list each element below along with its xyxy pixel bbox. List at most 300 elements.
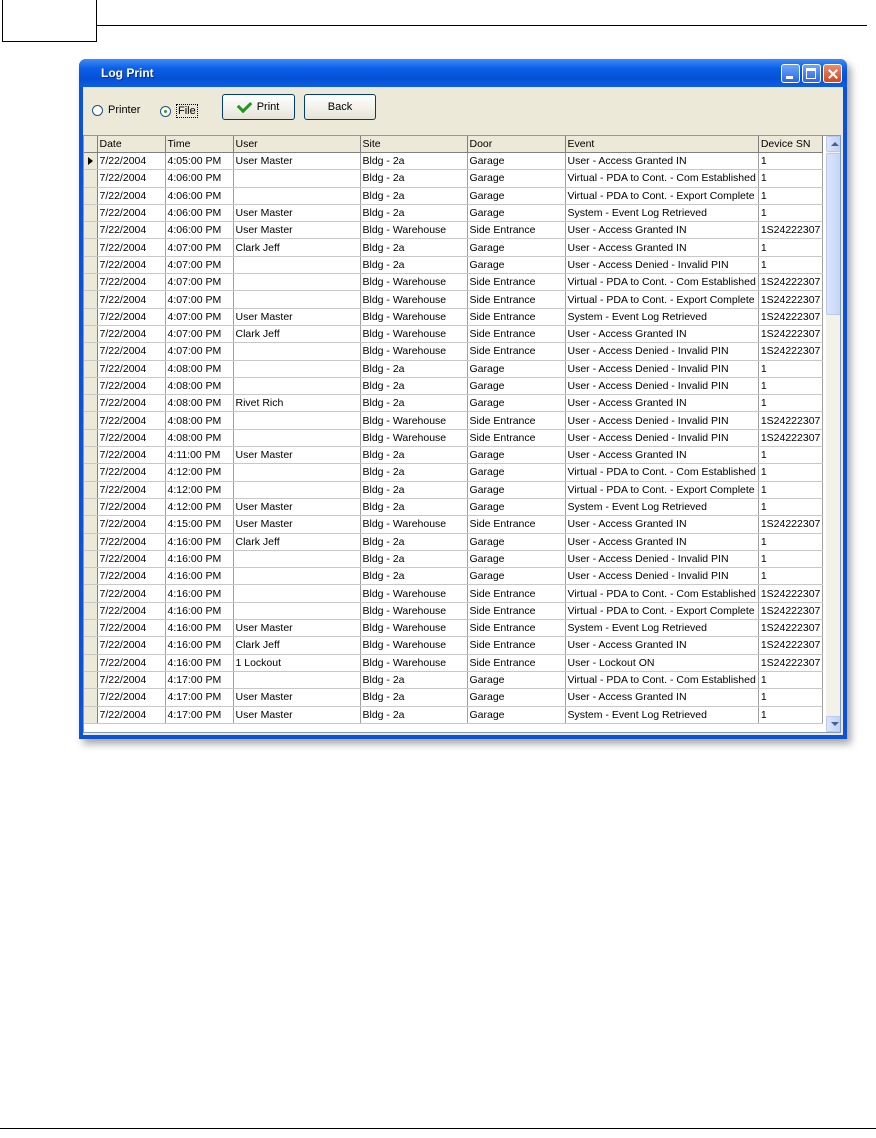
page-header-tab	[2, 0, 97, 42]
cell-time: 4:06:00 PM	[165, 170, 233, 187]
cell-time: 4:16:00 PM	[165, 620, 233, 637]
table-row[interactable]	[84, 550, 823, 567]
cell-site: Bldg - 2a	[360, 498, 467, 515]
cell-time: 4:16:00 PM	[165, 585, 233, 602]
cell-door: Garage	[467, 187, 565, 204]
row-selector[interactable]	[84, 481, 97, 498]
cell-time: 4:12:00 PM	[165, 498, 233, 515]
cell-date: 7/22/2004	[97, 170, 165, 187]
table-row[interactable]	[84, 620, 823, 637]
cell-site: Bldg - Warehouse	[360, 654, 467, 671]
row-selector[interactable]	[84, 377, 97, 394]
cell-time: 4:07:00 PM	[165, 239, 233, 256]
cell-event: User - Access Granted IN	[565, 395, 758, 412]
cell-door: Side Entrance	[467, 412, 565, 429]
cell-time: 4:07:00 PM	[165, 325, 233, 342]
cell-event: User - Access Granted IN	[565, 222, 758, 239]
table-row[interactable]	[84, 360, 823, 377]
cell-user: User Master	[233, 516, 360, 533]
cell-date: 7/22/2004	[97, 447, 165, 464]
cell-time: 4:17:00 PM	[165, 671, 233, 688]
file-radio-button[interactable]	[160, 106, 171, 117]
cell-device-sn: 1	[758, 187, 823, 204]
scroll-thumb[interactable]	[826, 153, 841, 315]
row-selector[interactable]	[84, 204, 97, 221]
cell-door: Side Entrance	[467, 654, 565, 671]
cell-time: 4:08:00 PM	[165, 429, 233, 446]
cell-site: Bldg - Warehouse	[360, 585, 467, 602]
cell-door: Garage	[467, 447, 565, 464]
cell-time: 4:16:00 PM	[165, 533, 233, 550]
row-selector[interactable]	[84, 706, 97, 723]
cell-date: 7/22/2004	[97, 602, 165, 619]
cell-user: Clark Jeff	[233, 325, 360, 342]
cell-door: Garage	[467, 689, 565, 706]
row-selector[interactable]	[84, 325, 97, 342]
cell-device-sn: 1	[758, 395, 823, 412]
cell-door: Side Entrance	[467, 308, 565, 325]
column-header-date[interactable]: Date	[97, 136, 165, 153]
cell-user	[233, 464, 360, 481]
cell-device-sn: 1	[758, 689, 823, 706]
cell-site: Bldg - 2a	[360, 395, 467, 412]
column-header-user[interactable]: User	[233, 136, 360, 153]
cell-device-sn: 1	[758, 377, 823, 394]
row-selector[interactable]	[84, 602, 97, 619]
cell-door: Side Entrance	[467, 620, 565, 637]
cell-user: Clark Jeff	[233, 239, 360, 256]
cell-door: Garage	[467, 170, 565, 187]
title-bar[interactable]	[79, 59, 847, 87]
cell-time: 4:12:00 PM	[165, 464, 233, 481]
cell-door: Side Entrance	[467, 516, 565, 533]
cell-user: 1 Lockout	[233, 654, 360, 671]
cell-door: Garage	[467, 377, 565, 394]
maximize-icon[interactable]	[802, 64, 821, 83]
cell-door: Garage	[467, 498, 565, 515]
cell-device-sn: 1S24222307	[758, 412, 823, 429]
vertical-scrollbar[interactable]	[826, 136, 841, 732]
table-row[interactable]	[84, 325, 823, 342]
cell-date: 7/22/2004	[97, 498, 165, 515]
cell-time: 4:07:00 PM	[165, 256, 233, 273]
cell-date: 7/22/2004	[97, 689, 165, 706]
row-selector[interactable]	[84, 222, 97, 239]
cell-event: User - Lockout ON	[565, 654, 758, 671]
cell-event: User - Access Denied - Invalid PIN	[565, 550, 758, 567]
cell-user: User Master	[233, 308, 360, 325]
table-row[interactable]	[84, 637, 823, 654]
cell-user: Clark Jeff	[233, 637, 360, 654]
cell-date: 7/22/2004	[97, 671, 165, 688]
back-button[interactable]	[304, 94, 376, 120]
cell-time: 4:16:00 PM	[165, 654, 233, 671]
row-selector[interactable]	[84, 516, 97, 533]
row-selector[interactable]	[84, 170, 97, 187]
table-row[interactable]	[84, 516, 823, 533]
window-client	[83, 87, 843, 735]
cell-date: 7/22/2004	[97, 222, 165, 239]
close-icon[interactable]	[823, 64, 842, 83]
table-row[interactable]	[84, 533, 823, 550]
cell-date: 7/22/2004	[97, 239, 165, 256]
cell-site: Bldg - 2a	[360, 464, 467, 481]
cell-device-sn: 1S24222307	[758, 516, 823, 533]
cell-date: 7/22/2004	[97, 516, 165, 533]
cell-time: 4:16:00 PM	[165, 550, 233, 567]
cell-user: User Master	[233, 153, 360, 170]
row-selector[interactable]	[84, 620, 97, 637]
cell-site: Bldg - Warehouse	[360, 343, 467, 360]
cell-device-sn: 1	[758, 239, 823, 256]
cell-event: System - Event Log Retrieved	[565, 204, 758, 221]
current-row-arrow-icon	[88, 157, 93, 165]
cell-event: Virtual - PDA to Cont. - Com Established	[565, 274, 758, 291]
cell-user	[233, 671, 360, 688]
window-title: Log Print	[101, 66, 154, 80]
cell-user	[233, 274, 360, 291]
log-grid[interactable]	[83, 135, 841, 733]
cell-user	[233, 568, 360, 585]
cell-device-sn: 1	[758, 481, 823, 498]
cell-event: System - Event Log Retrieved	[565, 706, 758, 723]
cell-event: User - Access Granted IN	[565, 516, 758, 533]
cell-door: Side Entrance	[467, 429, 565, 446]
table-row[interactable]	[84, 291, 823, 308]
column-header-event[interactable]: Event	[565, 136, 758, 153]
minimize-icon[interactable]	[781, 64, 800, 83]
cell-time: 4:07:00 PM	[165, 291, 233, 308]
cell-device-sn: 1S24222307	[758, 654, 823, 671]
cell-site: Bldg - 2a	[360, 447, 467, 464]
cell-time: 4:12:00 PM	[165, 481, 233, 498]
table-row[interactable]	[84, 395, 823, 412]
cell-date: 7/22/2004	[97, 395, 165, 412]
print-button[interactable]	[222, 94, 295, 120]
cell-event: Virtual - PDA to Cont. - Export Complete	[565, 291, 758, 308]
table-row[interactable]	[84, 204, 823, 221]
cell-user	[233, 585, 360, 602]
row-selector[interactable]	[84, 637, 97, 654]
table-row[interactable]	[84, 343, 823, 360]
table-row[interactable]	[84, 222, 823, 239]
table-row[interactable]	[84, 464, 823, 481]
cell-date: 7/22/2004	[97, 481, 165, 498]
cell-door: Garage	[467, 550, 565, 567]
row-selector[interactable]	[84, 447, 97, 464]
cell-time: 4:07:00 PM	[165, 308, 233, 325]
cell-door: Garage	[467, 204, 565, 221]
cell-door: Side Entrance	[467, 602, 565, 619]
cell-door: Side Entrance	[467, 222, 565, 239]
row-selector[interactable]	[84, 550, 97, 567]
cell-user: User Master	[233, 498, 360, 515]
cell-door: Side Entrance	[467, 325, 565, 342]
cell-device-sn: 1S24222307	[758, 325, 823, 342]
table-row[interactable]	[84, 447, 823, 464]
cell-device-sn: 1S24222307	[758, 308, 823, 325]
cell-user: User Master	[233, 204, 360, 221]
cell-site: Bldg - 2a	[360, 204, 467, 221]
cell-door: Garage	[467, 360, 565, 377]
column-header-device-sn[interactable]: Device SN	[758, 136, 823, 153]
cell-time: 4:08:00 PM	[165, 360, 233, 377]
cell-site: Bldg - 2a	[360, 689, 467, 706]
cell-date: 7/22/2004	[97, 585, 165, 602]
table-row[interactable]	[84, 481, 823, 498]
cell-date: 7/22/2004	[97, 464, 165, 481]
file-radio[interactable]	[160, 104, 198, 118]
cell-user: User Master	[233, 620, 360, 637]
cell-user	[233, 187, 360, 204]
cell-door: Side Entrance	[467, 343, 565, 360]
cell-time: 4:11:00 PM	[165, 447, 233, 464]
table-row[interactable]	[84, 585, 823, 602]
table-row[interactable]	[84, 654, 823, 671]
cell-event: User - Access Denied - Invalid PIN	[565, 568, 758, 585]
cell-user	[233, 412, 360, 429]
cell-user: User Master	[233, 222, 360, 239]
cell-user	[233, 256, 360, 273]
cell-site: Bldg - 2a	[360, 239, 467, 256]
row-selector[interactable]	[84, 291, 97, 308]
cell-event: User - Access Denied - Invalid PIN	[565, 377, 758, 394]
row-selector[interactable]	[84, 412, 97, 429]
row-selector[interactable]	[84, 153, 97, 170]
cell-event: System - Event Log Retrieved	[565, 308, 758, 325]
cell-event: User - Access Granted IN	[565, 239, 758, 256]
cell-door: Side Entrance	[467, 274, 565, 291]
cell-door: Garage	[467, 671, 565, 688]
cell-device-sn: 1	[758, 447, 823, 464]
cell-door: Garage	[467, 533, 565, 550]
grid-body	[84, 153, 823, 724]
column-header-site[interactable]: Site	[360, 136, 467, 153]
table-row[interactable]	[84, 429, 823, 446]
row-selector[interactable]	[84, 498, 97, 515]
cell-site: Bldg - 2a	[360, 550, 467, 567]
scroll-down-icon[interactable]	[826, 716, 841, 732]
cell-user	[233, 343, 360, 360]
cell-time: 4:08:00 PM	[165, 412, 233, 429]
cell-site: Bldg - 2a	[360, 671, 467, 688]
table-row[interactable]	[84, 498, 823, 515]
cell-event: System - Event Log Retrieved	[565, 620, 758, 637]
cell-site: Bldg - 2a	[360, 256, 467, 273]
cell-device-sn: 1S24222307	[758, 637, 823, 654]
cell-time: 4:16:00 PM	[165, 568, 233, 585]
printer-radio[interactable]	[92, 104, 140, 116]
cell-site: Bldg - Warehouse	[360, 222, 467, 239]
cell-date: 7/22/2004	[97, 550, 165, 567]
table-row[interactable]	[84, 568, 823, 585]
printer-radio-button[interactable]	[92, 105, 103, 116]
cell-site: Bldg - Warehouse	[360, 620, 467, 637]
cell-event: User - Access Granted IN	[565, 637, 758, 654]
table-row[interactable]	[84, 377, 823, 394]
table-row[interactable]	[84, 706, 823, 723]
cell-event: User - Access Denied - Invalid PIN	[565, 360, 758, 377]
cell-event: Virtual - PDA to Cont. - Export Complete	[565, 602, 758, 619]
checkmark-icon	[236, 98, 252, 114]
cell-user: User Master	[233, 689, 360, 706]
row-selector[interactable]	[84, 585, 97, 602]
cell-user: User Master	[233, 447, 360, 464]
cell-door: Side Entrance	[467, 637, 565, 654]
cell-time: 4:06:00 PM	[165, 222, 233, 239]
cell-user	[233, 360, 360, 377]
cell-site: Bldg - Warehouse	[360, 308, 467, 325]
cell-site: Bldg - Warehouse	[360, 516, 467, 533]
cell-time: 4:17:00 PM	[165, 706, 233, 723]
table-row[interactable]	[84, 153, 823, 170]
cell-device-sn: 1	[758, 568, 823, 585]
column-header-time[interactable]: Time	[165, 136, 233, 153]
cell-event: Virtual - PDA to Cont. - Com Established	[565, 671, 758, 688]
cell-site: Bldg - 2a	[360, 481, 467, 498]
cell-time: 4:06:00 PM	[165, 187, 233, 204]
cell-site: Bldg - 2a	[360, 360, 467, 377]
cell-site: Bldg - 2a	[360, 706, 467, 723]
cell-date: 7/22/2004	[97, 568, 165, 585]
table-row[interactable]	[84, 689, 823, 706]
printer-radio-label: Printer	[108, 104, 141, 116]
row-selector[interactable]	[84, 464, 97, 481]
print-button-label: Print	[256, 101, 280, 113]
table-row[interactable]	[84, 170, 823, 187]
cell-date: 7/22/2004	[97, 291, 165, 308]
cell-door: Garage	[467, 706, 565, 723]
cell-date: 7/22/2004	[97, 429, 165, 446]
row-selector[interactable]	[84, 429, 97, 446]
cell-device-sn: 1S24222307	[758, 291, 823, 308]
cell-device-sn: 1	[758, 464, 823, 481]
cell-user: User Master	[233, 706, 360, 723]
cell-time: 4:06:00 PM	[165, 204, 233, 221]
table-row[interactable]	[84, 256, 823, 273]
cell-event: Virtual - PDA to Cont. - Export Complete	[565, 481, 758, 498]
row-selector[interactable]	[84, 689, 97, 706]
cell-door: Garage	[467, 239, 565, 256]
cell-event: User - Access Granted IN	[565, 153, 758, 170]
cell-time: 4:08:00 PM	[165, 395, 233, 412]
cell-device-sn: 1S24222307	[758, 343, 823, 360]
cell-site: Bldg - 2a	[360, 153, 467, 170]
row-selector[interactable]	[84, 343, 97, 360]
grid-header-row	[84, 136, 823, 153]
cell-site: Bldg - Warehouse	[360, 274, 467, 291]
row-selector[interactable]	[84, 671, 97, 688]
cell-user	[233, 377, 360, 394]
table-row[interactable]	[84, 602, 823, 619]
cell-date: 7/22/2004	[97, 187, 165, 204]
cell-device-sn: 1S24222307	[758, 274, 823, 291]
cell-time: 4:07:00 PM	[165, 274, 233, 291]
cell-site: Bldg - 2a	[360, 568, 467, 585]
row-selector[interactable]	[84, 239, 97, 256]
cell-event: User - Access Denied - Invalid PIN	[565, 429, 758, 446]
row-selector[interactable]	[84, 360, 97, 377]
table-row[interactable]	[84, 308, 823, 325]
cell-date: 7/22/2004	[97, 412, 165, 429]
row-selector[interactable]	[84, 308, 97, 325]
scroll-up-icon[interactable]	[826, 136, 841, 152]
row-selector[interactable]	[84, 274, 97, 291]
table-row[interactable]	[84, 274, 823, 291]
cell-date: 7/22/2004	[97, 325, 165, 342]
cell-door: Garage	[467, 256, 565, 273]
cell-user	[233, 481, 360, 498]
cell-event: User - Access Denied - Invalid PIN	[565, 343, 758, 360]
cell-device-sn: 1	[758, 360, 823, 377]
cell-date: 7/22/2004	[97, 654, 165, 671]
cell-user	[233, 429, 360, 446]
cell-site: Bldg - Warehouse	[360, 429, 467, 446]
row-selector[interactable]	[84, 533, 97, 550]
cell-site: Bldg - 2a	[360, 533, 467, 550]
table-row[interactable]	[84, 412, 823, 429]
row-selector[interactable]	[84, 256, 97, 273]
cell-site: Bldg - 2a	[360, 377, 467, 394]
cell-device-sn: 1S24222307	[758, 585, 823, 602]
cell-site: Bldg - Warehouse	[360, 325, 467, 342]
table-row[interactable]	[84, 671, 823, 688]
cell-time: 4:08:00 PM	[165, 377, 233, 394]
cell-device-sn: 1S24222307	[758, 222, 823, 239]
footer-rule	[0, 1128, 876, 1129]
cell-device-sn: 1	[758, 153, 823, 170]
cell-date: 7/22/2004	[97, 620, 165, 637]
row-selector[interactable]	[84, 395, 97, 412]
cell-date: 7/22/2004	[97, 204, 165, 221]
cell-time: 4:17:00 PM	[165, 689, 233, 706]
cell-door: Side Entrance	[467, 291, 565, 308]
cell-event: User - Access Granted IN	[565, 325, 758, 342]
cell-time: 4:07:00 PM	[165, 343, 233, 360]
row-selector[interactable]	[84, 187, 97, 204]
cell-date: 7/22/2004	[97, 533, 165, 550]
table-row[interactable]	[84, 239, 823, 256]
cell-event: Virtual - PDA to Cont. - Com Established	[565, 170, 758, 187]
file-radio-label: File	[178, 105, 196, 117]
row-selector-header	[84, 136, 97, 153]
cell-date: 7/22/2004	[97, 308, 165, 325]
cell-device-sn: 1	[758, 533, 823, 550]
table-row[interactable]	[84, 187, 823, 204]
cell-event: Virtual - PDA to Cont. - Com Established	[565, 464, 758, 481]
cell-date: 7/22/2004	[97, 343, 165, 360]
cell-date: 7/22/2004	[97, 377, 165, 394]
cell-site: Bldg - Warehouse	[360, 412, 467, 429]
cell-device-sn: 1	[758, 550, 823, 567]
cell-event: User - Access Denied - Invalid PIN	[565, 412, 758, 429]
cell-time: 4:05:00 PM	[165, 153, 233, 170]
cell-date: 7/22/2004	[97, 706, 165, 723]
cell-device-sn: 1	[758, 706, 823, 723]
cell-user	[233, 291, 360, 308]
row-selector[interactable]	[84, 654, 97, 671]
cell-device-sn: 1S24222307	[758, 602, 823, 619]
cell-user	[233, 550, 360, 567]
cell-device-sn: 1	[758, 256, 823, 273]
cell-time: 4:16:00 PM	[165, 602, 233, 619]
column-header-door[interactable]: Door	[467, 136, 565, 153]
row-selector[interactable]	[84, 568, 97, 585]
cell-site: Bldg - Warehouse	[360, 602, 467, 619]
cell-door: Garage	[467, 481, 565, 498]
cell-device-sn: 1	[758, 204, 823, 221]
log-table	[84, 136, 823, 724]
